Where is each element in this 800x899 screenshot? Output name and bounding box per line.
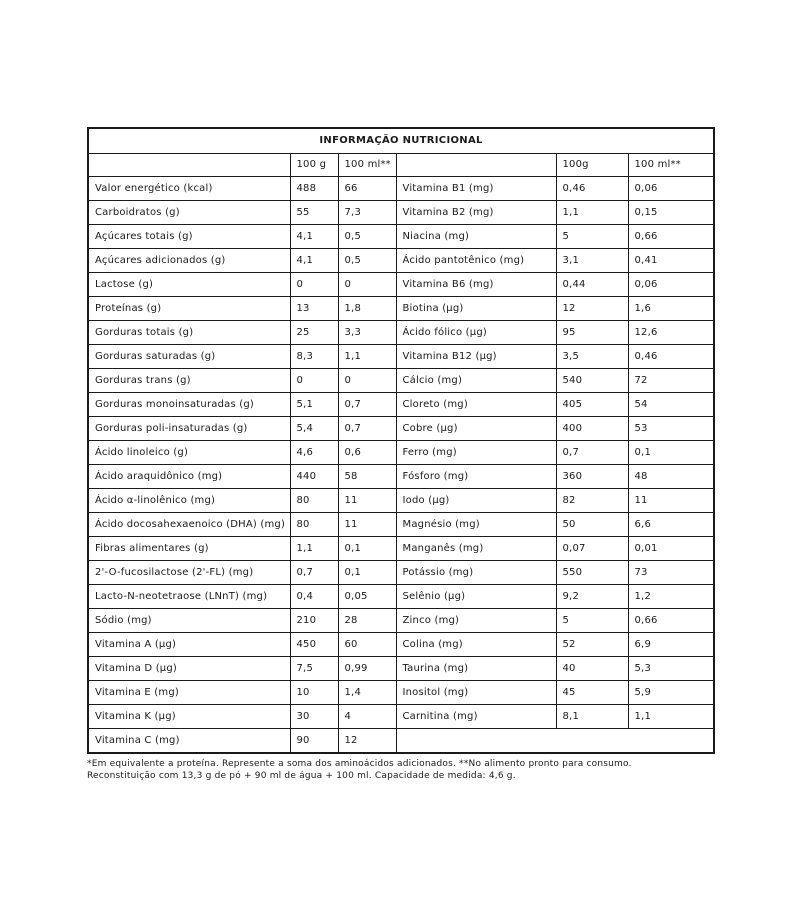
left-value-100ml: 0	[338, 369, 396, 393]
table-row	[88, 441, 714, 465]
left-value-100ml: 12	[338, 729, 396, 754]
right-value-100g: 12	[556, 297, 628, 321]
table-row	[88, 561, 714, 585]
left-nutrient-name: Gorduras totais (g)	[88, 321, 290, 345]
left-value-100g: 210	[290, 609, 338, 633]
left-value-100g: 25	[290, 321, 338, 345]
left-value-100g: 13	[290, 297, 338, 321]
left-nutrient-name: Vitamina D (µg)	[88, 657, 290, 681]
left-header-100ml: 100 ml**	[338, 154, 396, 177]
left-nutrient-name: Lacto-N-neotetraose (LNnT) (mg)	[88, 585, 290, 609]
left-value-100g: 5,4	[290, 417, 338, 441]
left-value-100ml: 0,5	[338, 249, 396, 273]
left-nutrient-name: Ácido araquidônico (mg)	[88, 465, 290, 489]
table-row	[88, 225, 714, 249]
table-row	[88, 393, 714, 417]
right-value-100ml: 48	[628, 465, 714, 489]
left-value-100ml: 4	[338, 705, 396, 729]
right-value-100ml: 72	[628, 369, 714, 393]
table-row	[88, 297, 714, 321]
right-value-100g: 0,7	[556, 441, 628, 465]
left-value-100g: 0	[290, 273, 338, 297]
left-value-100ml: 66	[338, 177, 396, 201]
right-value-100g: 8,1	[556, 705, 628, 729]
right-value-100ml: 6,6	[628, 513, 714, 537]
left-value-100g: 80	[290, 489, 338, 513]
left-value-100g: 80	[290, 513, 338, 537]
left-nutrient-name: Vitamina E (mg)	[88, 681, 290, 705]
footnote	[87, 758, 727, 782]
right-value-100g: 52	[556, 633, 628, 657]
right-nutrient-name: Selênio (µg)	[396, 585, 556, 609]
left-value-100ml: 1,8	[338, 297, 396, 321]
left-value-100g: 4,1	[290, 225, 338, 249]
table-row	[88, 249, 714, 273]
left-value-100g: 450	[290, 633, 338, 657]
table-row	[88, 369, 714, 393]
left-value-100g: 440	[290, 465, 338, 489]
right-value-100g: 45	[556, 681, 628, 705]
right-value-100g: 82	[556, 489, 628, 513]
right-value-100ml: 12,6	[628, 321, 714, 345]
header-row	[88, 154, 714, 177]
left-value-100g: 8,3	[290, 345, 338, 369]
left-value-100g: 0	[290, 369, 338, 393]
right-value-100g: 9,2	[556, 585, 628, 609]
right-nutrient-name: Niacina (mg)	[396, 225, 556, 249]
left-value-100ml: 11	[338, 489, 396, 513]
right-value-100g: 3,5	[556, 345, 628, 369]
right-value-100ml: 0,41	[628, 249, 714, 273]
right-value-100ml: 5,3	[628, 657, 714, 681]
right-nutrient-name: Iodo (µg)	[396, 489, 556, 513]
left-nutrient-name: Gorduras saturadas (g)	[88, 345, 290, 369]
left-nutrient-name: Vitamina A (µg)	[88, 633, 290, 657]
right-value-100ml: 0,06	[628, 177, 714, 201]
table-row	[88, 177, 714, 201]
table-row	[88, 201, 714, 225]
table-row	[88, 537, 714, 561]
right-value-100g: 40	[556, 657, 628, 681]
right-value-100g: 5	[556, 225, 628, 249]
right-value-100g: 540	[556, 369, 628, 393]
right-header-100g: 100g	[556, 154, 628, 177]
footnote-line-2: Reconstituição com 13,3 g de pó + 90 ml de água + 100 ml. Capacidade de medida: 4,6 g.	[87, 771, 516, 781]
left-value-100g: 30	[290, 705, 338, 729]
right-nutrient-name: Ferro (mg)	[396, 441, 556, 465]
right-value-100g: 0,07	[556, 537, 628, 561]
left-value-100ml: 0,5	[338, 225, 396, 249]
right-nutrient-name: Inositol (mg)	[396, 681, 556, 705]
right-nutrient-name: Potássio (mg)	[396, 561, 556, 585]
left-header-nutrient	[88, 154, 290, 177]
right-empty-cell	[396, 729, 714, 754]
left-nutrient-name: Carboidratos (g)	[88, 201, 290, 225]
table-row	[88, 417, 714, 441]
table-row	[88, 465, 714, 489]
left-value-100ml: 0,05	[338, 585, 396, 609]
left-nutrient-name: Ácido docosahexaenoico (DHA) (mg)	[88, 513, 290, 537]
nutrition-panel	[87, 127, 713, 782]
left-value-100ml: 0,1	[338, 537, 396, 561]
left-value-100ml: 0,6	[338, 441, 396, 465]
right-nutrient-name: Cálcio (mg)	[396, 369, 556, 393]
right-value-100g: 1,1	[556, 201, 628, 225]
right-value-100ml: 54	[628, 393, 714, 417]
left-nutrient-name: Açúcares adicionados (g)	[88, 249, 290, 273]
right-value-100ml: 0,66	[628, 609, 714, 633]
right-value-100ml: 5,9	[628, 681, 714, 705]
right-nutrient-name: Zinco (mg)	[396, 609, 556, 633]
right-value-100g: 3,1	[556, 249, 628, 273]
left-value-100ml: 28	[338, 609, 396, 633]
left-nutrient-name: Vitamina C (mg)	[88, 729, 290, 754]
right-value-100g: 5	[556, 609, 628, 633]
right-nutrient-name: Manganês (mg)	[396, 537, 556, 561]
right-nutrient-name: Vitamina B1 (mg)	[396, 177, 556, 201]
right-value-100g: 50	[556, 513, 628, 537]
right-nutrient-name: Fósforo (mg)	[396, 465, 556, 489]
left-value-100g: 90	[290, 729, 338, 754]
left-value-100g: 0,4	[290, 585, 338, 609]
right-value-100g: 550	[556, 561, 628, 585]
table-row	[88, 657, 714, 681]
right-value-100g: 95	[556, 321, 628, 345]
left-value-100ml: 58	[338, 465, 396, 489]
right-nutrient-name: Vitamina B12 (µg)	[396, 345, 556, 369]
table-row	[88, 513, 714, 537]
left-nutrient-name: Sódio (mg)	[88, 609, 290, 633]
right-value-100ml: 0,1	[628, 441, 714, 465]
right-nutrient-name: Biotina (µg)	[396, 297, 556, 321]
right-value-100ml: 6,9	[628, 633, 714, 657]
table-row	[88, 633, 714, 657]
left-nutrient-name: Vitamina K (µg)	[88, 705, 290, 729]
left-value-100g: 488	[290, 177, 338, 201]
table-row	[88, 681, 714, 705]
left-value-100ml: 3,3	[338, 321, 396, 345]
left-value-100ml: 0,7	[338, 393, 396, 417]
left-value-100g: 4,1	[290, 249, 338, 273]
nutrition-table	[87, 127, 715, 754]
right-value-100g: 360	[556, 465, 628, 489]
left-nutrient-name: Proteínas (g)	[88, 297, 290, 321]
right-value-100g: 405	[556, 393, 628, 417]
table-row	[88, 609, 714, 633]
left-nutrient-name: Valor energético (kcal)	[88, 177, 290, 201]
right-value-100ml: 1,1	[628, 705, 714, 729]
right-nutrient-name: Taurina (mg)	[396, 657, 556, 681]
left-nutrient-name: Gorduras poli-insaturadas (g)	[88, 417, 290, 441]
right-value-100ml: 1,2	[628, 585, 714, 609]
left-value-100ml: 0,1	[338, 561, 396, 585]
left-value-100ml: 7,3	[338, 201, 396, 225]
left-value-100ml: 0	[338, 273, 396, 297]
right-value-100ml: 1,6	[628, 297, 714, 321]
right-nutrient-name: Vitamina B2 (mg)	[396, 201, 556, 225]
table-title: INFORMAÇÃO NUTRICIONAL	[88, 128, 714, 154]
table-row	[88, 273, 714, 297]
left-header-100g: 100 g	[290, 154, 338, 177]
footnote-line-1: *Em equivalente a proteína. Represente a soma dos aminoácidos adicionados. **No alimento pronto para consumo.	[87, 759, 632, 769]
right-value-100g: 0,46	[556, 177, 628, 201]
right-nutrient-name: Magnésio (mg)	[396, 513, 556, 537]
right-value-100g: 400	[556, 417, 628, 441]
left-value-100g: 0,7	[290, 561, 338, 585]
right-value-100ml: 0,01	[628, 537, 714, 561]
left-nutrient-name: Ácido linoleico (g)	[88, 441, 290, 465]
table-row	[88, 729, 714, 754]
table-row	[88, 345, 714, 369]
left-value-100ml: 0,7	[338, 417, 396, 441]
right-nutrient-name: Ácido fólico (µg)	[396, 321, 556, 345]
right-value-100ml: 53	[628, 417, 714, 441]
left-nutrient-name: Açúcares totais (g)	[88, 225, 290, 249]
table-row	[88, 585, 714, 609]
left-nutrient-name: Gorduras trans (g)	[88, 369, 290, 393]
table-row	[88, 705, 714, 729]
table-row	[88, 321, 714, 345]
right-nutrient-name: Cobre (µg)	[396, 417, 556, 441]
right-value-100ml: 0,66	[628, 225, 714, 249]
left-value-100g: 7,5	[290, 657, 338, 681]
right-nutrient-name: Carnitina (mg)	[396, 705, 556, 729]
right-value-100g: 0,44	[556, 273, 628, 297]
left-value-100ml: 1,1	[338, 345, 396, 369]
table-row	[88, 489, 714, 513]
right-nutrient-name: Colina (mg)	[396, 633, 556, 657]
left-value-100ml: 11	[338, 513, 396, 537]
right-value-100ml: 0,06	[628, 273, 714, 297]
right-value-100ml: 73	[628, 561, 714, 585]
left-value-100g: 4,6	[290, 441, 338, 465]
left-value-100g: 10	[290, 681, 338, 705]
left-value-100g: 1,1	[290, 537, 338, 561]
right-nutrient-name: Vitamina B6 (mg)	[396, 273, 556, 297]
left-nutrient-name: Ácido α-linolênico (mg)	[88, 489, 290, 513]
right-nutrient-name: Ácido pantotênico (mg)	[396, 249, 556, 273]
left-value-100g: 5,1	[290, 393, 338, 417]
left-value-100ml: 0,99	[338, 657, 396, 681]
right-nutrient-name: Cloreto (mg)	[396, 393, 556, 417]
left-value-100ml: 1,4	[338, 681, 396, 705]
left-nutrient-name: Fibras alimentares (g)	[88, 537, 290, 561]
left-value-100ml: 60	[338, 633, 396, 657]
right-value-100ml: 0,46	[628, 345, 714, 369]
right-value-100ml: 11	[628, 489, 714, 513]
left-value-100g: 55	[290, 201, 338, 225]
right-header-100ml: 100 ml**	[628, 154, 714, 177]
left-nutrient-name: Lactose (g)	[88, 273, 290, 297]
left-nutrient-name: Gorduras monoinsaturadas (g)	[88, 393, 290, 417]
left-nutrient-name: 2'-O-fucosilactose (2'-FL) (mg)	[88, 561, 290, 585]
right-value-100ml: 0,15	[628, 201, 714, 225]
right-header-nutrient	[396, 154, 556, 177]
